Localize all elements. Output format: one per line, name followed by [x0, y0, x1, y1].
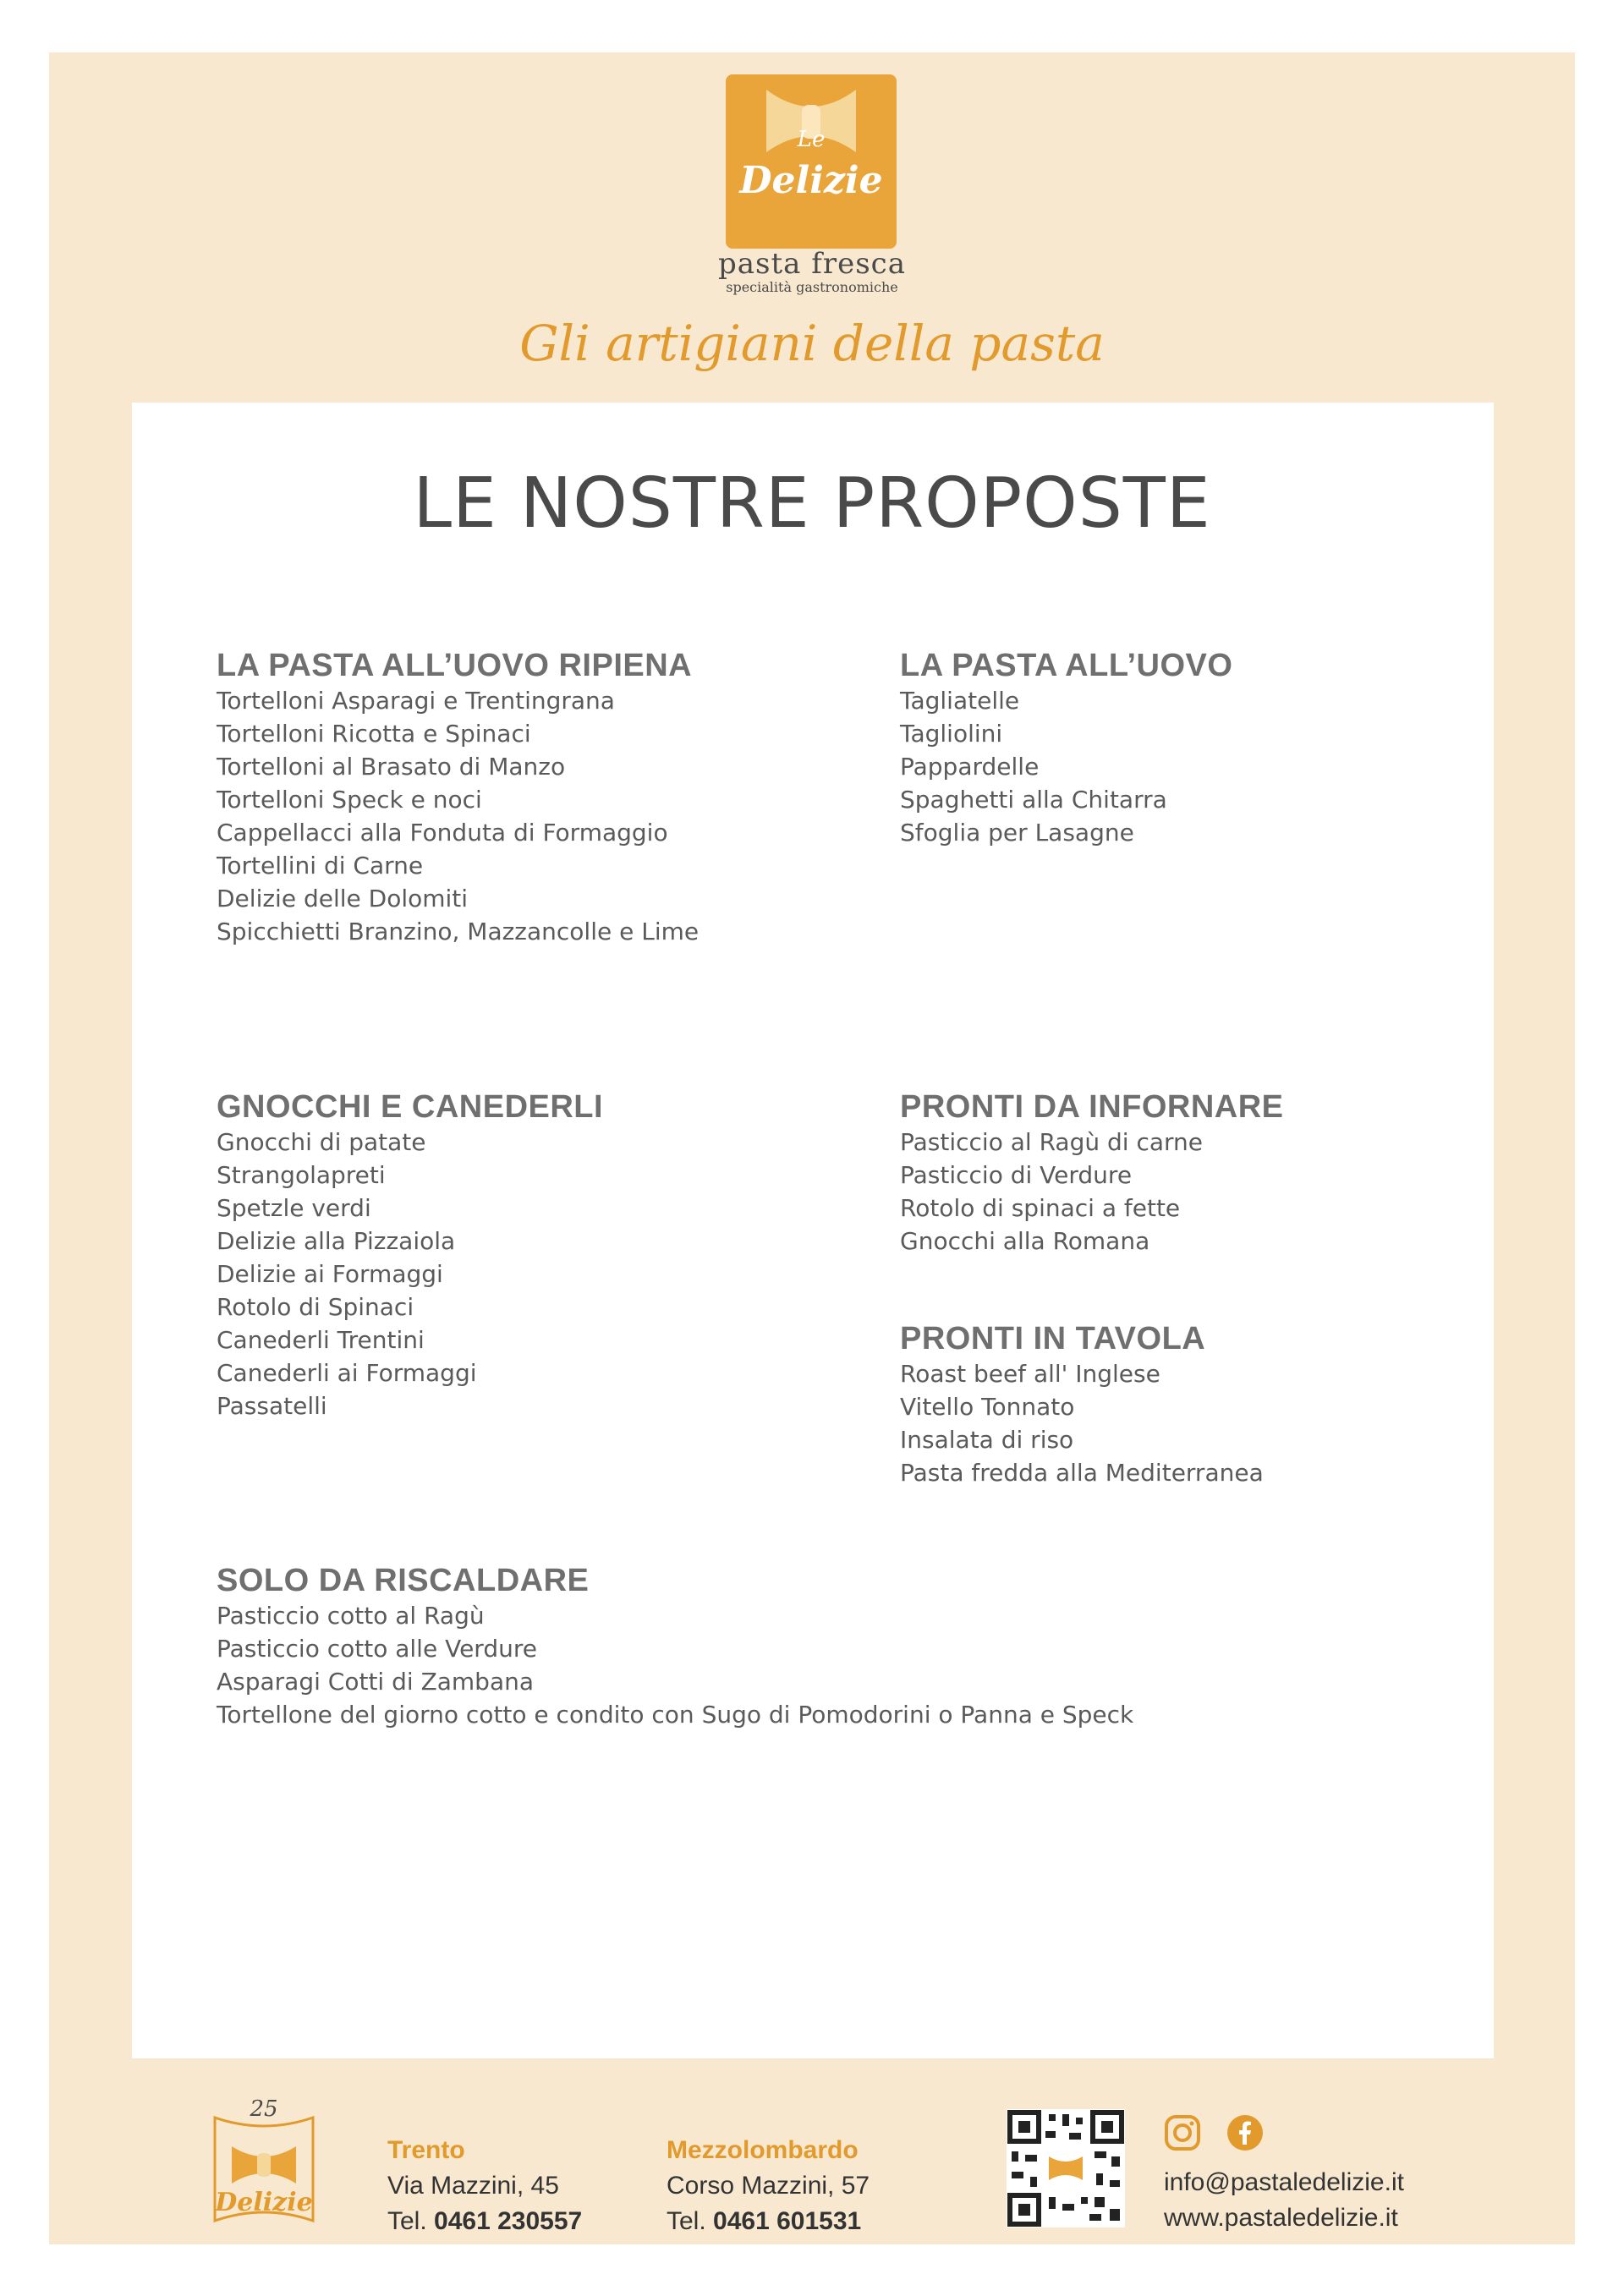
footer-logo-number: 25	[250, 2096, 278, 2122]
list-item: Tagliatelle	[900, 687, 1020, 715]
section-title: SOLO DA RISCALDARE	[217, 1563, 590, 1598]
footer-logo-name: Delizie	[215, 2188, 313, 2217]
list-item: Rotolo di Spinaci	[217, 1293, 414, 1321]
section-title: PRONTI IN TAVOLA	[900, 1321, 1206, 1356]
shop-address: Corso Mazzini, 57	[667, 2172, 870, 2200]
list-item: Spicchietti Branzino, Mazzancolle e Lime	[217, 918, 700, 945]
list-item: Pappardelle	[900, 753, 1040, 781]
shop-city: Mezzolombardo	[667, 2136, 859, 2164]
brand-logo	[726, 74, 897, 249]
section-title: LA PASTA ALL’UOVO	[900, 648, 1233, 683]
list-item: Canederli Trentini	[217, 1326, 425, 1354]
section-gnocchi-canederli	[217, 1089, 893, 1422]
facebook-icon[interactable]	[1226, 2114, 1264, 2151]
section-pasta-uovo	[900, 648, 1577, 849]
shop-phone	[667, 2207, 861, 2236]
list-item: Canederli ai Formaggi	[217, 1359, 477, 1387]
section-title: LA PASTA ALL’UOVO RIPIENA	[217, 648, 693, 683]
list-item: Tortelloni al Brasato di Manzo	[217, 753, 566, 781]
list-item: Passatelli	[217, 1392, 327, 1420]
list-item: Delizie alla Pizzaiola	[217, 1227, 456, 1255]
section-pronti-da-infornare	[900, 1089, 1577, 1258]
list-item: Tortelloni Speck e noci	[217, 786, 482, 814]
logo-delizie-text: Delizie	[739, 159, 883, 202]
list-item: Insalata di riso	[900, 1426, 1074, 1454]
tel-label: Tel.	[667, 2207, 706, 2235]
shop-phone	[387, 2207, 582, 2236]
list-item: Delizie ai Formaggi	[217, 1260, 443, 1288]
shop-city: Trento	[387, 2136, 465, 2164]
tel-label: Tel.	[387, 2207, 427, 2235]
page-title: LE NOSTRE PROPOSTE	[413, 463, 1211, 544]
section-pronti-in-tavola	[900, 1321, 1577, 1489]
shop-address: Via Mazzini, 45	[387, 2172, 559, 2200]
list-item: Vitello Tonnato	[900, 1393, 1075, 1421]
list-item: Pasticcio di Verdure	[900, 1161, 1133, 1189]
website-link[interactable]: www.pastaledelizie.it	[1164, 2204, 1398, 2232]
list-item: Cappellacci alla Fonduta di Formaggio	[217, 819, 668, 847]
list-item: Tortellini di Carne	[217, 852, 424, 879]
list-item: Tagliolini	[900, 720, 1003, 748]
slogan: Gli artigiani della pasta	[519, 315, 1105, 372]
list-item: Roast beef all' Inglese	[900, 1360, 1160, 1388]
section-pasta-uovo-ripiena	[217, 648, 893, 948]
list-item: Asparagi Cotti di Zambana	[217, 1668, 535, 1696]
instagram-icon[interactable]	[1164, 2114, 1201, 2151]
list-item: Pasticcio al Ragù di carne	[900, 1128, 1203, 1156]
list-item: Delizie delle Dolomiti	[217, 885, 469, 912]
tel-number[interactable]: 0461 230557	[434, 2207, 583, 2235]
list-item: Sfoglia per Lasagne	[900, 819, 1134, 847]
email-link[interactable]: info@pastaledelizie.it	[1164, 2168, 1404, 2196]
list-item: Gnocchi alla Romana	[900, 1227, 1150, 1255]
list-item: Pasticcio cotto alle Verdure	[217, 1635, 537, 1663]
tagline-sub: specialità gastronomiche	[726, 279, 898, 295]
list-item: Strangolapreti	[217, 1161, 386, 1189]
list-item: Tortellone del giorno cotto e condito con Sugo di Pomodorini o Panna e Speck	[217, 1701, 1134, 1729]
list-item: Rotolo di spinaci a fette	[900, 1194, 1181, 1222]
qr-code-icon[interactable]	[1007, 2109, 1125, 2228]
section-title: PRONTI DA INFORNARE	[900, 1089, 1284, 1125]
tel-number[interactable]: 0461 601531	[713, 2207, 862, 2235]
list-item: Tortelloni Ricotta e Spinaci	[217, 720, 531, 748]
tagline-main: pasta fresca	[718, 247, 906, 281]
section-solo-da-riscaldare	[217, 1563, 1485, 1731]
list-item: Tortelloni Asparagi e Trentingrana	[217, 687, 615, 715]
list-item: Pasta fredda alla Mediterranea	[900, 1459, 1264, 1487]
footer-logo-icon	[201, 2094, 326, 2229]
list-item: Spetzle verdi	[217, 1194, 371, 1222]
list-item: Gnocchi di patate	[217, 1128, 426, 1156]
list-item: Spaghetti alla Chitarra	[900, 786, 1167, 814]
list-item: Pasticcio cotto al Ragù	[217, 1602, 485, 1630]
logo-le-text: Le	[797, 127, 826, 152]
section-title: GNOCCHI E CANEDERLI	[217, 1089, 604, 1125]
